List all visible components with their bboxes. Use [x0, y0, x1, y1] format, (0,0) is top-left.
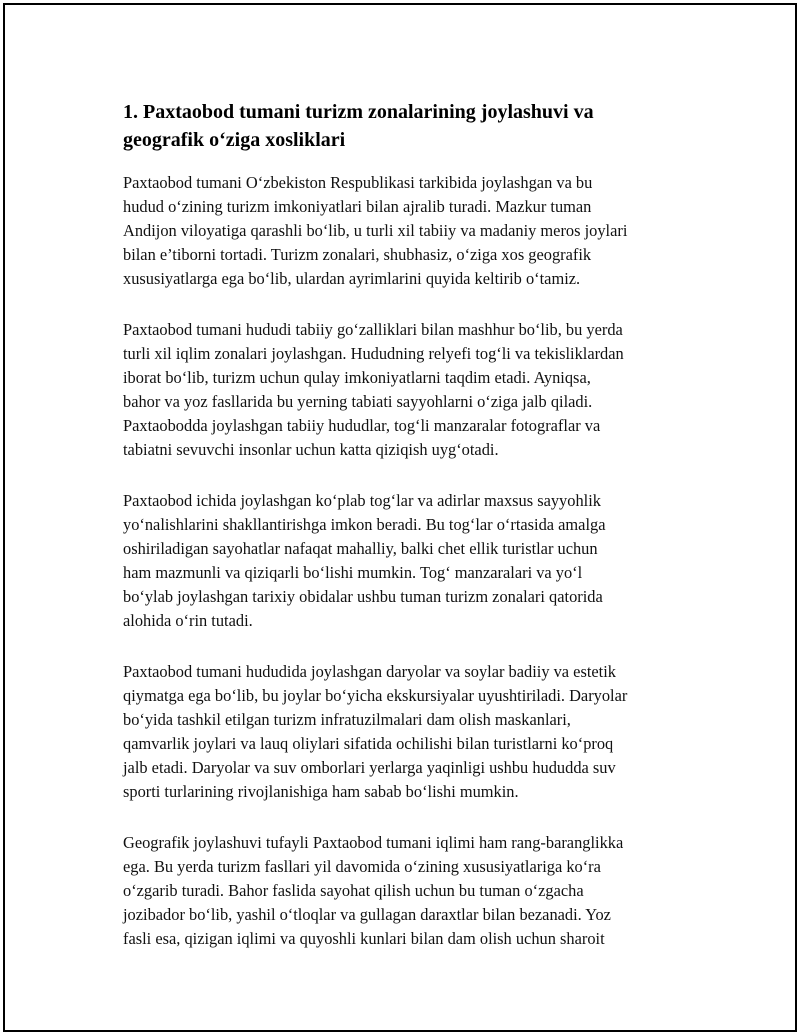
text-line: xususiyatlarga ega bo‘lib, ulardan ayrimlarini quyida keltirib o‘tamiz.: [123, 269, 581, 288]
text-line: Paxtaobod ichida joylashgan ko‘plab tog‘lar va adirlar maxsus sayyohlik: [123, 491, 601, 510]
heading-line: geografik o‘ziga xosliklari: [123, 129, 346, 151]
text-line: oshiriladigan sayohatlar nafaqat mahalliy, balki chet ellik turistlar uchun: [123, 539, 598, 558]
text-line: Paxtaobod tumani hududida joylashgan daryolar va soylar badiiy va estetik: [123, 662, 616, 681]
document-body: [123, 98, 693, 978]
text-line: ega. Bu yerda turizm fasllari yil davomida o‘zining xususiyatlariga ko‘ra: [123, 857, 601, 876]
text-line: bahor va yoz fasllarida bu yerning tabiati sayyohlarni o‘ziga jalb qiladi.: [123, 392, 593, 411]
text-line: hudud o‘zining turizm imkoniyatlari bilan ajralib turadi. Mazkur tuman: [123, 197, 592, 216]
text-line: Paxtaobodda joylashgan tabiiy hududlar, tog‘li manzaralar fotograflar va: [123, 416, 601, 435]
text-line: yo‘nalishlarini shakllantirishga imkon beradi. Bu tog‘lar o‘rtasida amalga: [123, 515, 606, 534]
text-line: Paxtaobod tumani O‘zbekiston Respublikasi tarkibida joylashgan va bu: [123, 173, 593, 192]
paragraph-mountains: [123, 489, 693, 633]
text-line: alohida o‘rin tutadi.: [123, 611, 253, 630]
text-line: Geografik joylashuvi tufayli Paxtaobod tumani iqlimi ham rang-baranglikka: [123, 833, 624, 852]
text-line: tabiatni sevuvchi insonlar uchun katta qiziqish uyg‘otadi.: [123, 440, 499, 459]
text-line: turli xil iqlim zonalari joylashgan. Hududning relyefi tog‘li va tekisliklardan: [123, 344, 624, 363]
paragraph-intro: [123, 171, 693, 291]
text-line: bo‘ylab joylashgan tarixiy obidalar ushbu tuman turizm zonalari qatorida: [123, 587, 603, 606]
text-line: Paxtaobod tumani hududi tabiiy go‘zalliklari bilan mashhur bo‘lib, bu yerda: [123, 320, 623, 339]
paragraph-rivers: [123, 660, 693, 804]
text-line: qamvarlik joylari va lauq oliylari sifatida ochilishi bilan turistlarni ko‘proq: [123, 734, 614, 753]
text-line: ham mazmunli va qiziqarli bo‘lishi mumkin. Tog‘ manzaralari va yo‘l: [123, 563, 583, 582]
text-line: qiymatga ega bo‘lib, bu joylar bo‘yicha ekskursiyalar uyushtiriladi. Daryolar: [123, 686, 628, 705]
heading-line: 1. Paxtaobod tumani turizm zonalarining joylashuvi va: [123, 101, 594, 123]
text-line: bo‘yida tashkil etilgan turizm infratuzilmalari dam olish maskanlari,: [123, 710, 571, 729]
text-line: bilan e’tiborni tortadi. Turizm zonalari, shubhasiz, o‘ziga xos geografik: [123, 245, 592, 264]
document-page: [3, 3, 797, 1032]
paragraph-climate: [123, 831, 693, 951]
text-line: iborat bo‘lib, turizm uchun qulay imkoniyatlarni taqdim etadi. Ayniqsa,: [123, 368, 591, 387]
text-line: sporti turlarining rivojlanishiga ham sabab bo‘lishi mumkin.: [123, 782, 519, 801]
text-line: fasli esa, qizigan iqlimi va quyoshli kunlari bilan dam olish uchun sharoit: [123, 929, 605, 948]
text-line: Andijon viloyatiga qarashli bo‘lib, u turli xil tabiiy va madaniy meros joylari: [123, 221, 628, 240]
text-line: jozibador bo‘lib, yashil o‘tloqlar va gullagan daraxtlar bilan bezanadi. Yoz: [123, 905, 611, 924]
section-heading: [123, 98, 693, 154]
text-line: jalb etadi. Daryolar va suv omborlari yerlarga yaqinligi ushbu hududda suv: [123, 758, 616, 777]
text-line: o‘zgarib turadi. Bahor faslida sayohat qilish uchun bu tuman o‘zgacha: [123, 881, 584, 900]
paragraph-natural-beauty: [123, 318, 693, 462]
